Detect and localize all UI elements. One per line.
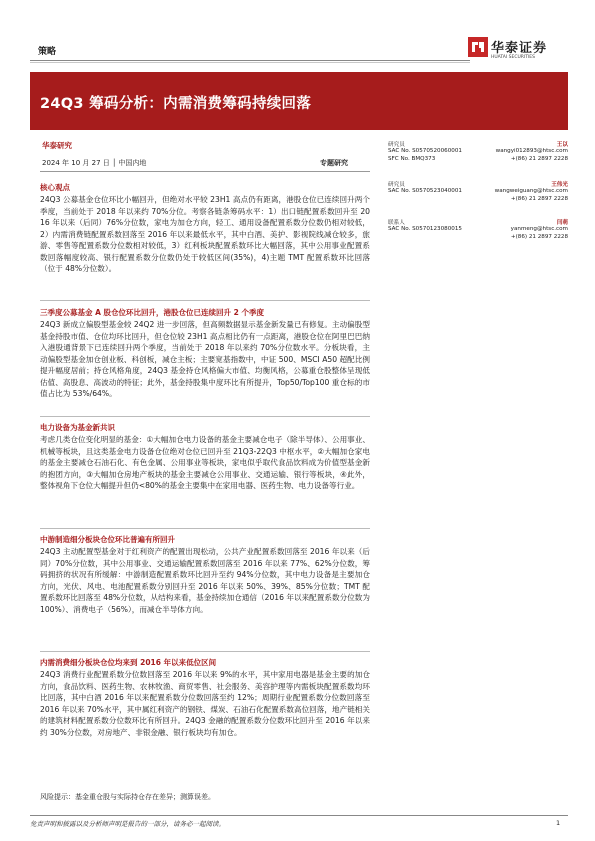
analyst-name: 闫萌 [556, 220, 568, 226]
huatai-logo-icon [468, 37, 488, 57]
footer-disclaimer: 免责声明和披露以及分析师声明是报告的一部分，请务必一起阅读。 [30, 820, 225, 828]
report-title: 24Q3 筹码分析：内需消费筹码持续回落 [40, 96, 312, 112]
section-heading: 中游制造细分板块仓位环比普遍有所回升 [40, 535, 175, 544]
section-divider [40, 651, 370, 652]
section-heading: 内需消费细分板块仓位均来到 2016 年以来低位区间 [40, 658, 217, 667]
logo-cn-text: 华泰证券 [491, 41, 548, 56]
section-divider [40, 528, 370, 529]
header-rule-thin [30, 62, 470, 63]
header-rule [30, 60, 470, 61]
analyst-email[interactable]: yanmeng@htsc.com [510, 226, 568, 232]
analyst-email[interactable]: wangyi012893@htsc.com [495, 148, 568, 154]
analyst-phone: +(86) 21 2897 2228 [510, 156, 568, 162]
section-text: 考虑几类仓位变化明显的基金：①大幅加仓电力设备的基金主要减仓电子（除半导体）、公用事业、机械等板块，且这类基金电力设备仓位绝对仓位已回升至 21Q3-22Q3 中枢水平，②大幅加仓家电的基金主要减仓石油石化、有色金属、公用事业等板块，家电似乎取代食品饮料成为价值型基金新的抱团方向，③大幅加仓房地产板块的基金主要减仓公用事业、交通运输、银行等板块，④此外，整体视角下仓位大幅提升但仍<80%的基金主要集中在家用电器、医药生物、电力设备等行业。 [40, 435, 370, 490]
analyst-phone: +(86) 21 2897 2228 [510, 196, 568, 202]
analyst-name: 王以 [556, 142, 568, 148]
analyst-email[interactable]: wangweiguang@htsc.com [494, 188, 568, 194]
header-tab: 策略 [38, 47, 57, 57]
analyst-role: 研究员 [388, 182, 405, 188]
analyst-sac: SAC No. S0570520060001 [388, 148, 462, 154]
analyst-name: 王伟光 [551, 182, 568, 188]
org-name: 华泰研究 [42, 141, 72, 150]
section-divider [40, 416, 370, 417]
section-text: 24Q3 主动配置型基金对于红利资产的配置出现松动，公共产业配置系数回落至 2016 年以来（后同）70%分位数，其中公用事业、交通运输配置系数回落至 2016 年以来 77%、62%分位数，筹码拥挤的状况有所缓解：中游制造配置系数环比回升至约 94%分位数，其中电力设备是主要加仓方向，光伏、风电、电池配置系数分别回升至 2016 年以来 50%、39%、85%分位数；TMT 配置系数环比回落至 48%分位数，从结构来看，基金持续加仓通信（2016 年以来配置系数分位数为 100%）、消费电子（56%），而减仓半导体方向。 [40, 547, 370, 614]
analyst-phone: +(86) 21 2897 2228 [510, 234, 568, 240]
footer-rule [30, 815, 568, 816]
page-number: 1 [556, 819, 561, 827]
analyst-block [388, 218, 568, 242]
section-text: 24Q3 公募基金仓位环比小幅回升，但绝对水平较 23H1 高点仍有距离，港股仓位已连续回升两个季度，当前处于 2018 年以来约 70%分位。考察各链条筹码水平：1）出口链配置系数回升至 2016 年以来（后同）76%分位数，家电为加仓方向，轻工、通用设备配置系数分位数仍相对较低，2）内需消费链配置系数回落至 2016 年以来最低水平，其中白酒、美护、影视院线减仓较多，旅游、零售等配置系数分位数相对较低，3）红利板块配置系数环比大幅回落，其中公用事业配置系数回落幅度较高、银行配置系数分位数仍处于较低区间(35%)，4)主题 TMT 配置系数环比回落（位于 48%分位数）。 [40, 195, 370, 273]
section-heading: 三季度公募基金 A 股仓位环比回升，港股仓位已连续回升 2 个季度 [40, 308, 264, 317]
analyst-sac: SAC No. S0570523040001 [388, 188, 462, 194]
meta-divider [40, 171, 370, 172]
section-text: 24Q3 新成立偏股型基金较 24Q2 进一步回落，但高频数据显示基金新发量已有修复。主动偏股型基金持股市值、仓位均环比回升，但仓位较 23H1 高点相比仍有一点距离，港股仓位在阿里巴巴纳入港股通背景下已连续回升两个季度，当前处于 2018 年以来约 70%分位数水平。分板块看，主动偏股型基金加仓创业板、科创板，减仓主板；主要宽基指数中，中证 500、MSCI A50 超配比例提升幅度居前；持仓风格角度，24Q3 基金持仓风格偏大市值、均衡风格，公募重仓股整体呈现低估值、高股息、高波动的特征；此外，基金持股集中度环比有所提升，Top50/Top100 重仓标的市值占比为 53%/64%。 [40, 320, 370, 398]
analyst-sfc: SFC No. BMQ373 [388, 156, 436, 162]
company-logo [468, 34, 568, 64]
risk-disclaimer: 风险提示：基金重仓股与实际持仓存在差异；测算误差。 [40, 793, 215, 801]
section-heading: 核心观点 [40, 183, 70, 192]
analyst-block [388, 180, 568, 204]
analyst-block [388, 140, 568, 164]
section-divider [40, 300, 370, 301]
section-text: 24Q3 消费行业配置系数分位数回落至 2016 年以来 9%的水平，其中家用电器是基金主要的加仓方向，食品饮料、医药生物、农林牧渔、商贸零售、社会服务、美容护理等内需板块配置系数均环比回落，其中白酒 2016 年以来配置系数分位数回落至约 12%；周期行业配置系数分位数回落至 2016 年以来 70%水平，其中属红利资产的钢铁、煤炭、石油石化配置系数高位回落，地产链相关的建筑材料配置系数分位数环比有所回升。24Q3 金融的配置系数分位数环比回升至 2016 年以来约 30%分位数，对房地产、非银金融、银行板块均有加仓。 [40, 670, 370, 737]
section-heading: 电力设备为基金新共识 [40, 423, 115, 432]
logo-en-text: HUATAI SECURITIES [491, 55, 536, 60]
analyst-role: 研究员 [388, 142, 405, 148]
report-date: 2024 年 10 月 27 日 │ 中国内地 [42, 159, 147, 167]
report-type: 专题研究 [320, 159, 348, 167]
analyst-role: 联系人 [388, 220, 405, 226]
analyst-sac: SAC No. S0570123080015 [388, 226, 462, 232]
